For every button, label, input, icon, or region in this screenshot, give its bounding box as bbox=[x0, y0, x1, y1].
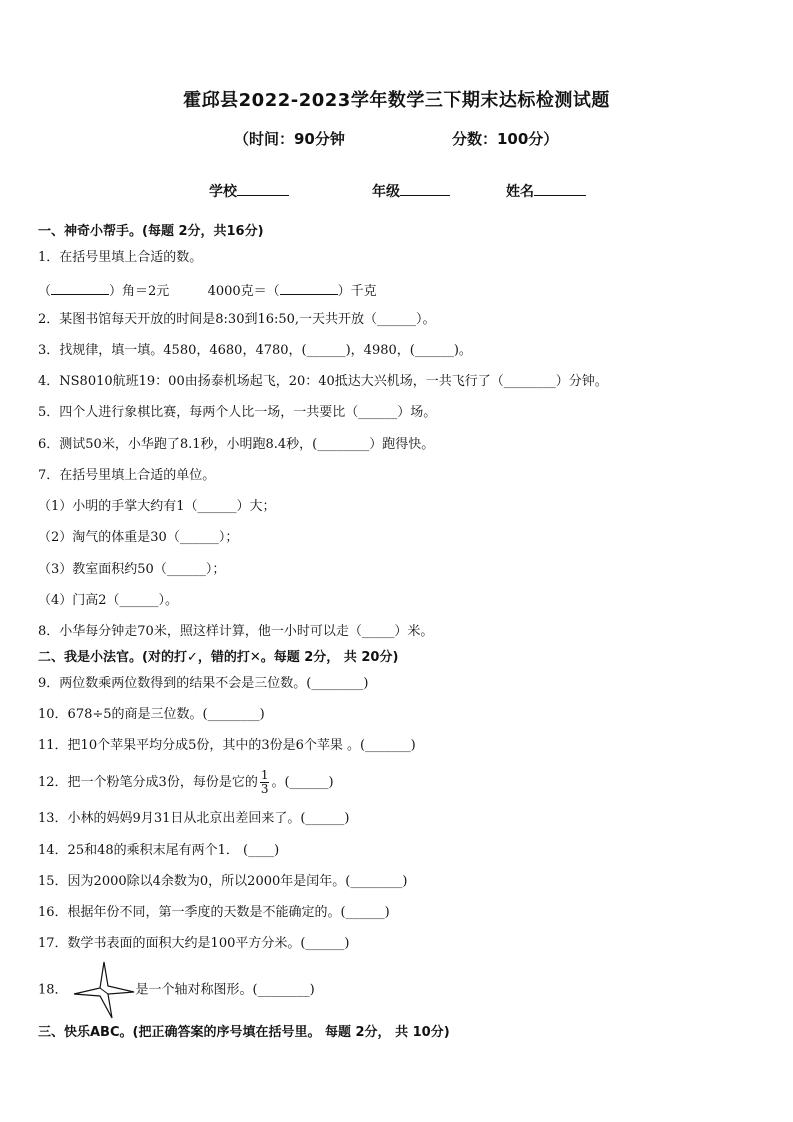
name-label: 姓名 bbox=[506, 184, 534, 200]
question-1-parts bbox=[38, 280, 377, 301]
fraction-denominator: 3 bbox=[260, 782, 269, 796]
question-7: 7．在括号里填上合适的单位。 bbox=[38, 468, 216, 483]
page-title: 霍邱县2022-2023学年数学三下期末达标检测试题 bbox=[183, 90, 610, 111]
q1b-prefix: 4000克＝（ bbox=[207, 284, 280, 299]
question-7-2: （2）淘气的体重是30（______）； bbox=[38, 530, 239, 545]
question-4: 4．NS8010航班19：00由扬泰机场起飞，20：40抵达大兴机场，一共飞行了（________）分钟。 bbox=[38, 374, 608, 389]
exam-time: （时间：90分钟 bbox=[234, 130, 345, 148]
grade-label: 年级 bbox=[372, 184, 400, 200]
question-12 bbox=[38, 765, 334, 801]
question-10: 10．678÷5的商是三位数。(________) bbox=[38, 707, 265, 722]
question-5: 5．四个人进行象棋比赛，每两个人比一场，一共要比（______）场。 bbox=[38, 405, 437, 420]
question-8: 8．小华每分钟走70米，照这样计算，他一小时可以走（_____）米。 bbox=[38, 624, 434, 639]
name-field bbox=[506, 181, 586, 201]
school-field bbox=[209, 181, 289, 201]
question-13: 13．小林的妈妈9月31日从北京出差回来了。(______) bbox=[38, 811, 350, 826]
grade-field bbox=[372, 181, 450, 201]
question-7-1: （1）小明的手掌大约有1（______）大； bbox=[38, 499, 276, 514]
q18-prefix: 18． bbox=[38, 982, 68, 998]
q1a-close: ）角＝2元 bbox=[109, 284, 170, 299]
section2-heading: 二、我是小法官。(对的打✓，错的打✕。每题 2分， 共 20分) bbox=[38, 650, 399, 665]
four-point-star-figure bbox=[72, 960, 136, 1020]
q1b-close: ）千克 bbox=[337, 284, 377, 299]
q12-prefix: 12．把一个粉笔分成3份，每份是它的 bbox=[38, 775, 258, 790]
q18-suffix: 是一个轴对称图形。(________) bbox=[135, 982, 315, 998]
question-15: 15．因为2000除以4余数为0，所以2000年是闰年。(________) bbox=[38, 874, 408, 889]
q1a-open: （ bbox=[38, 284, 52, 299]
exam-score: 分数：100分） bbox=[452, 130, 559, 148]
question-3: 3．找规律，填一填。4580，4680，4780，(______)，4980，(______)。 bbox=[38, 343, 472, 358]
question-11: 11．把10个苹果平均分成5份，其中的3份是6个苹果 。(_______) bbox=[38, 738, 416, 753]
question-7-4: （4）门高2（______）。 bbox=[38, 593, 179, 608]
section3-heading: 三、快乐ABC。(把正确答案的序号填在括号里。 每题 2分， 共 10分) bbox=[38, 1025, 450, 1040]
q1a-blank[interactable] bbox=[51, 280, 109, 295]
school-blank[interactable] bbox=[237, 181, 289, 196]
school-label: 学校 bbox=[209, 184, 237, 200]
fraction-one-third bbox=[260, 769, 270, 796]
question-7-3: （3）教室面积约50（______）； bbox=[38, 562, 226, 577]
section1-heading: 一、神奇小帮手。(每题 2分，共16分) bbox=[38, 224, 264, 239]
question-9: 9．两位数乘两位数得到的结果不会是三位数。(________) bbox=[38, 676, 369, 691]
fraction-numerator: 1 bbox=[260, 768, 269, 782]
question-16: 16．根据年份不同，第一季度的天数是不能确定的。(______) bbox=[38, 905, 390, 920]
question-2: 2．某图书馆每天开放的时间是8:30到16:50,一天共开放（______）。 bbox=[38, 312, 436, 327]
question-6: 6．测试50米，小华跑了8.1秒，小明跑8.4秒，(________）跑得快。 bbox=[38, 437, 435, 452]
q1b-blank[interactable] bbox=[280, 280, 338, 295]
q12-suffix: 。(______) bbox=[271, 775, 334, 790]
question-14: 14．25和48的乘积末尾有两个1． (____) bbox=[38, 843, 280, 858]
name-blank[interactable] bbox=[534, 181, 586, 196]
question-1: 1．在括号里填上合适的数。 bbox=[38, 250, 203, 265]
grade-blank[interactable] bbox=[400, 181, 450, 196]
question-18 bbox=[38, 960, 315, 1021]
question-17: 17．数学书表面的面积大约是100平方分米。(______) bbox=[38, 936, 350, 951]
